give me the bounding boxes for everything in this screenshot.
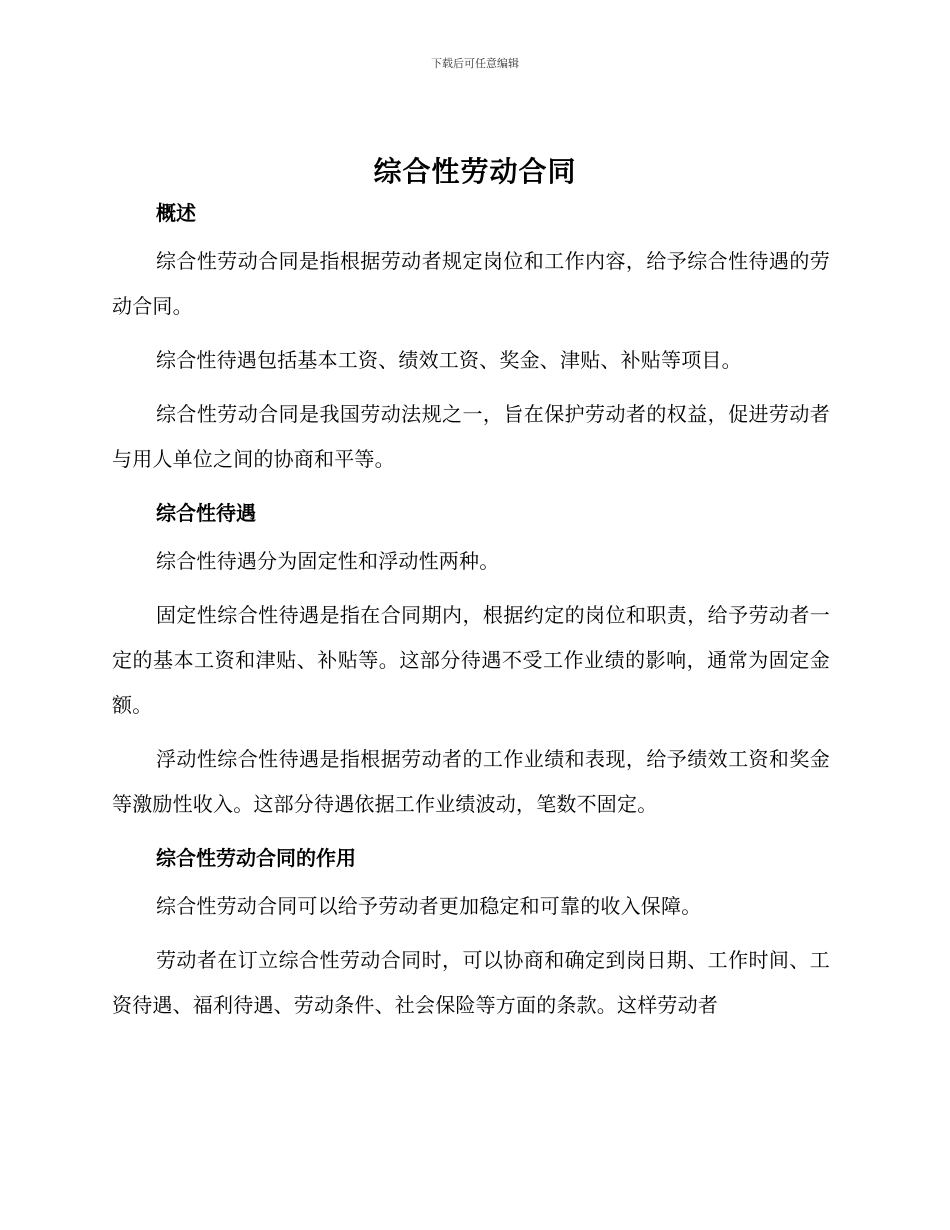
paragraph: 综合性劳动合同可以给予劳动者更加稳定和可靠的收入保障。 — [156, 894, 702, 918]
section-heading: 综合性劳动合同的作用 — [156, 846, 356, 870]
document-body — [112, 196, 830, 1028]
paragraph: 劳动者在订立综合性劳动合同时，可以协商和确定到岗日期、工作时间、工资待遇、福利待遇、劳动条件、社会保险等方面的条款。这样劳动者 — [112, 948, 830, 1017]
section-heading: 综合性待遇 — [156, 501, 256, 525]
paragraph: 综合性待遇分为固定性和浮动性两种。 — [156, 549, 500, 573]
paragraph: 浮动性综合性待遇是指根据劳动者的工作业绩和表现，给予绩效工资和奖金等激励性收入。这部分待遇依据工作业绩波动，笔数不固定。 — [112, 747, 830, 816]
paragraph: 综合性待遇包括基本工资、绩效工资、奖金、津贴、补贴等项目。 — [156, 348, 742, 372]
paragraph: 综合性劳动合同是指根据劳动者规定岗位和工作内容，给予综合性待遇的劳动合同。 — [112, 249, 830, 318]
paragraph: 固定性综合性待遇是指在合同期内，根据约定的岗位和职责，给予劳动者一定的基本工资和津贴、补贴等。这部分待遇不受工作业绩的影响，通常为固定金额。 — [112, 603, 830, 717]
paragraph: 综合性劳动合同是我国劳动法规之一，旨在保护劳动者的权益，促进劳动者与用人单位之间的协商和平等。 — [112, 402, 830, 471]
document-title: 综合性劳动合同 — [373, 155, 577, 188]
page-header-note: 下载后可任意编辑 — [431, 57, 519, 70]
section-heading: 概述 — [156, 201, 196, 225]
